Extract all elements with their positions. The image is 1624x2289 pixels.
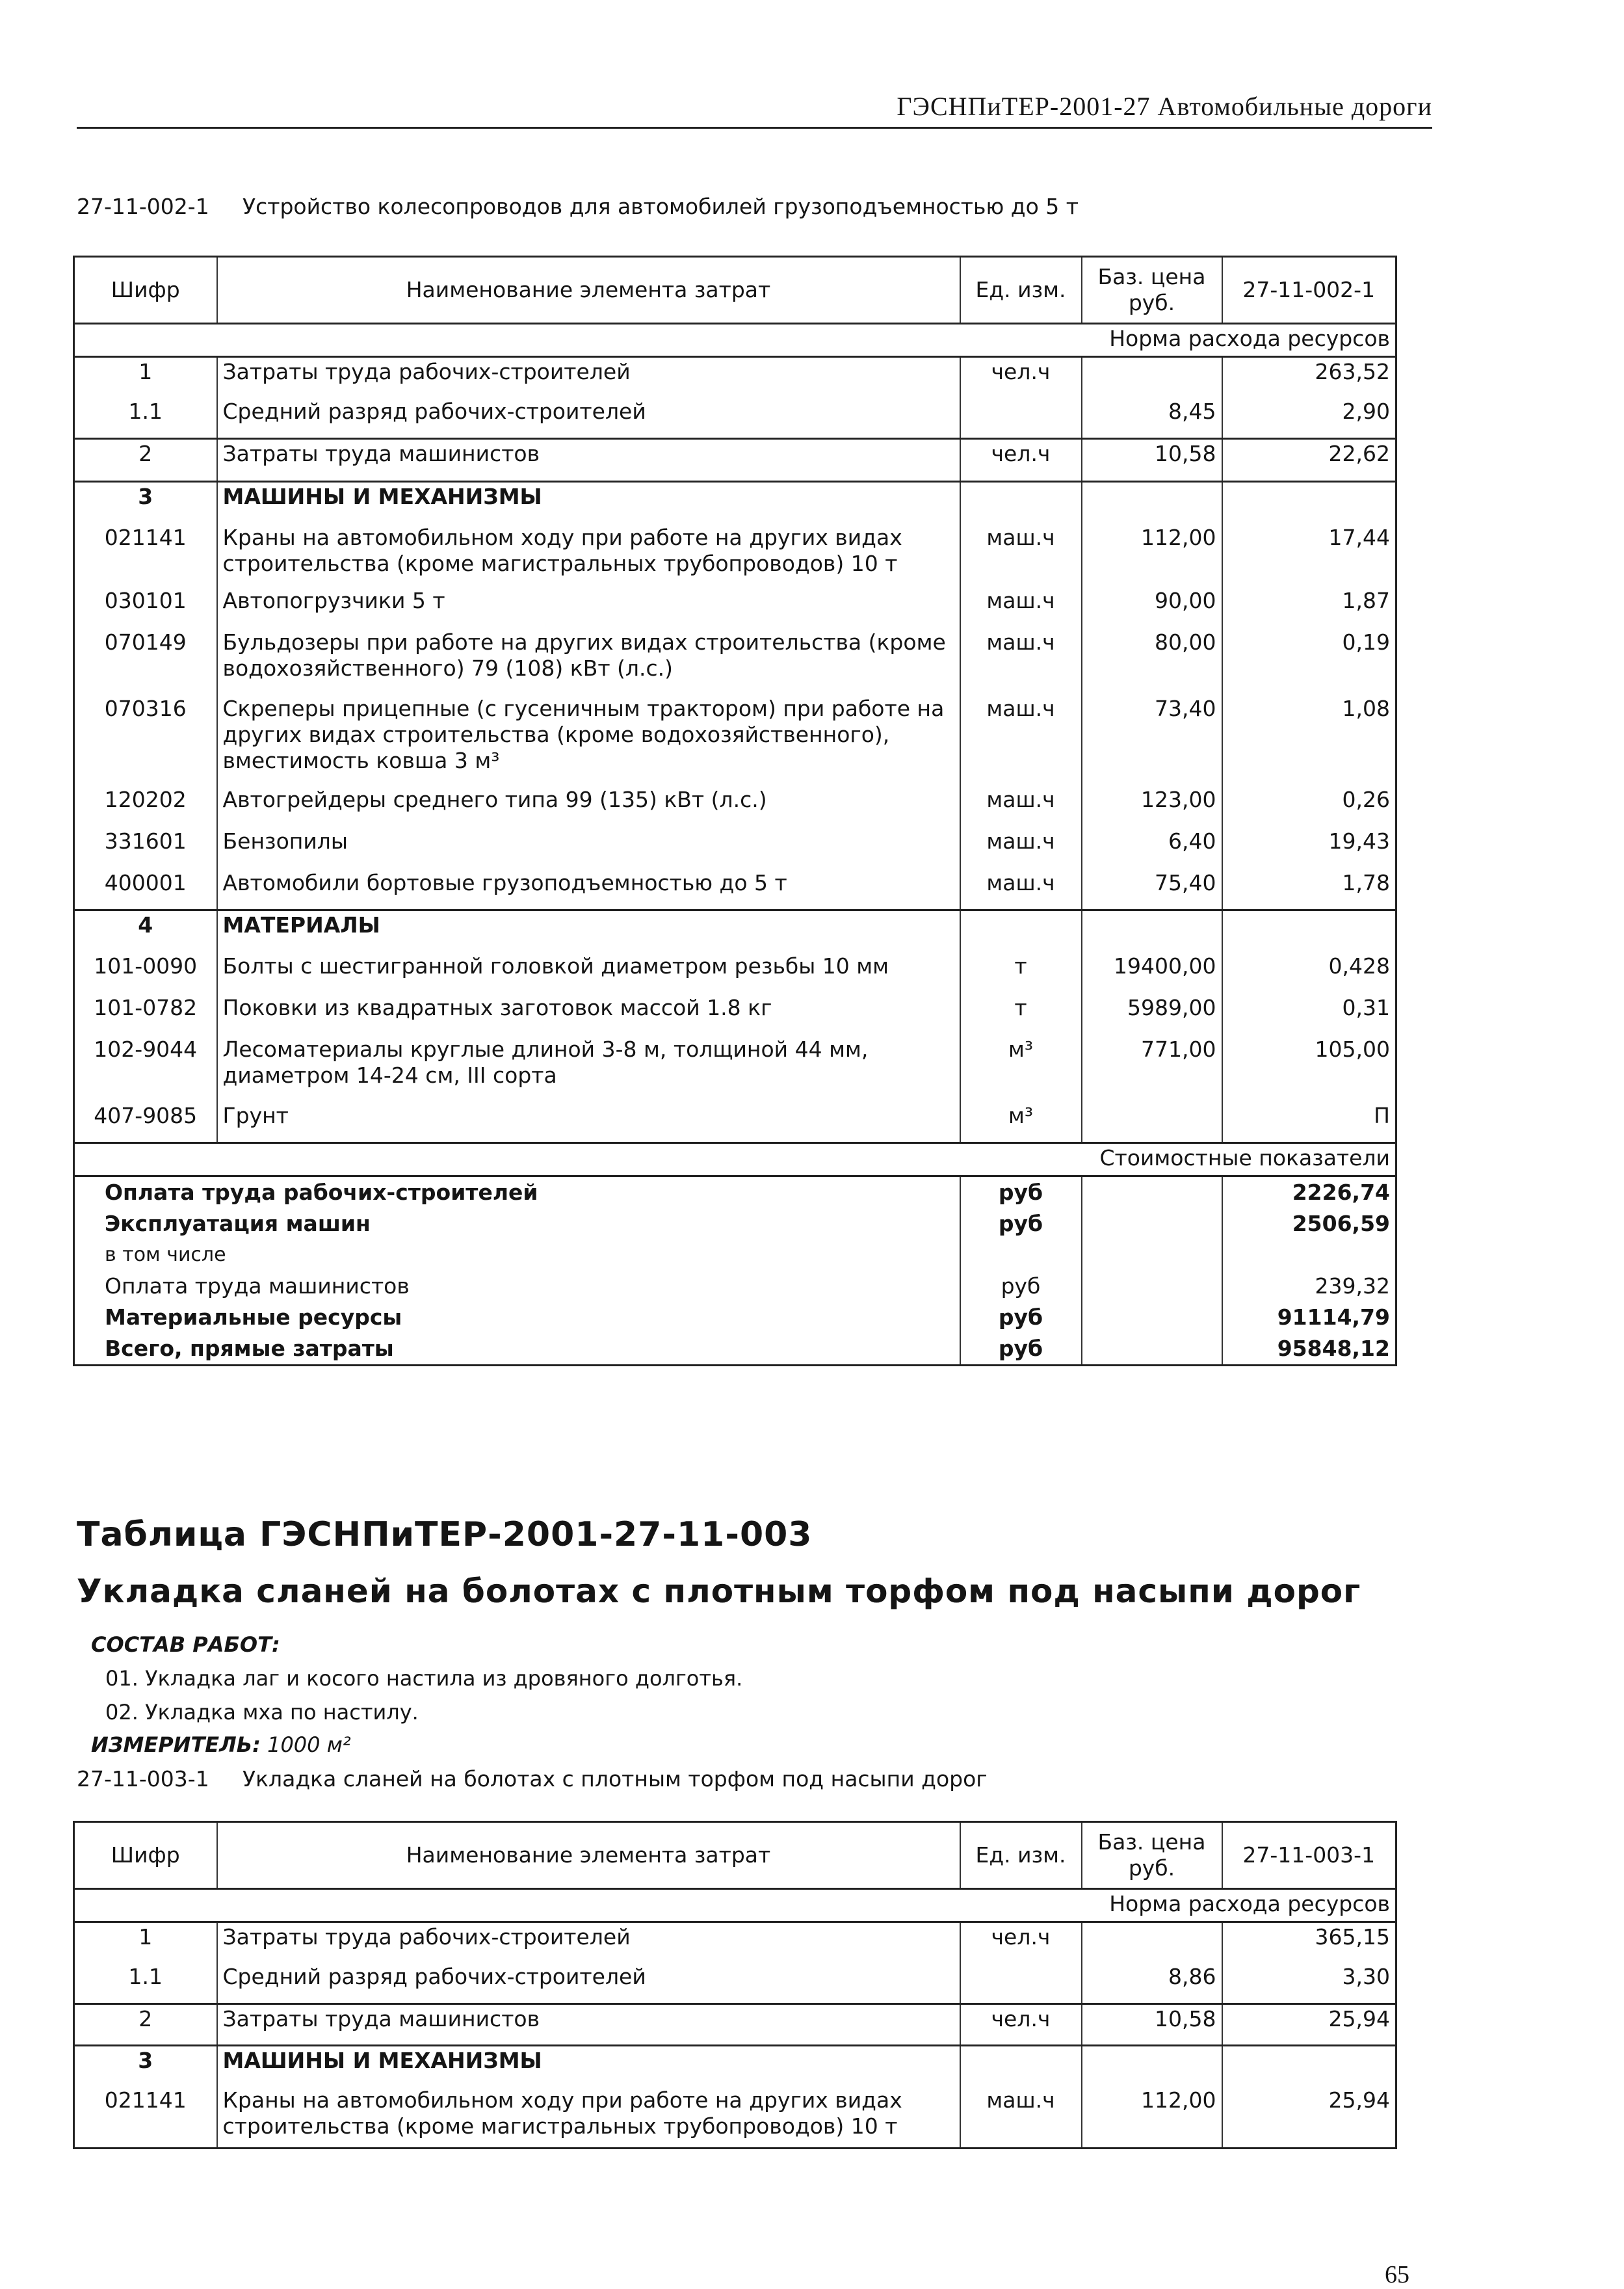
row-unit: чел.ч [960, 439, 1082, 482]
table-row [74, 357, 1396, 397]
row-name: Автомобили бортовые грузоподъемностью до 5 т [217, 869, 960, 910]
table-row [74, 2004, 1396, 2046]
col-name-header: Наименование элемента затрат [217, 1822, 960, 1889]
row-unit: м³ [960, 1035, 1082, 1102]
cost-unit: руб [960, 1271, 1082, 1302]
cost-name: Оплата труда машинистов [74, 1271, 960, 1302]
measure-label: ИЗМЕРИТЕЛЬ: [91, 1732, 261, 1757]
cost-value: 95848,12 [1222, 1333, 1396, 1366]
table-header-row [74, 1822, 1396, 1889]
row-price: 8,86 [1082, 1963, 1222, 2004]
row-name: МАШИНЫ И МЕХАНИЗМЫ [217, 482, 960, 523]
row-code: 407-9085 [74, 1102, 217, 1143]
row-name: Грунт [217, 1102, 960, 1143]
section2-subtitle: Укладка сланей на болотах с плотным торфом под насыпи дорог [77, 1572, 1361, 1610]
row-price: 123,00 [1082, 786, 1222, 827]
cost-row [74, 1239, 1396, 1271]
row-name: Средний разряд рабочих-строителей [217, 397, 960, 439]
row-code: 331601 [74, 827, 217, 869]
row-code: 030101 [74, 587, 217, 628]
row-code: 2 [74, 2004, 217, 2046]
col-norm-header: 27-11-003-1 [1222, 1822, 1396, 1889]
row-value: 365,15 [1222, 1922, 1396, 1963]
table-row [74, 523, 1396, 587]
row-value [1222, 910, 1396, 952]
row-unit: маш.ч [960, 695, 1082, 786]
row-value: 1,78 [1222, 869, 1396, 910]
col-price-header: Баз. цена руб. [1082, 257, 1222, 324]
row-price: 112,00 [1082, 2086, 1222, 2149]
cost-price-empty [1082, 1302, 1222, 1333]
cost-unit: руб [960, 1176, 1082, 1209]
row-price: 80,00 [1082, 628, 1222, 695]
row-code: 400001 [74, 869, 217, 910]
row-code: 070316 [74, 695, 217, 786]
table-row [74, 994, 1396, 1035]
row-price: 10,58 [1082, 2004, 1222, 2046]
section2-caption [77, 1766, 988, 1792]
table-row [74, 869, 1396, 910]
table-row [74, 1035, 1396, 1102]
row-price [1082, 910, 1222, 952]
measure-line [91, 1732, 351, 1757]
row-price: 75,40 [1082, 869, 1222, 910]
table-row [74, 827, 1396, 869]
table-header-row [74, 257, 1396, 324]
row-value: 25,94 [1222, 2086, 1396, 2149]
row-name: Бензопилы [217, 827, 960, 869]
cost-unit: руб [960, 1208, 1082, 1239]
cost-row [74, 1333, 1396, 1366]
row-code: 3 [74, 2046, 217, 2086]
section2-name: Укладка сланей на болотах с плотным торфом под насыпи дорог [242, 1766, 988, 1792]
row-name: МАТЕРИАЛЫ [217, 910, 960, 952]
row-name: Затраты труда машинистов [217, 439, 960, 482]
page-header: ГЭСНПиТЕР-2001-27 Автомобильные дороги [77, 91, 1432, 129]
row-unit: т [960, 952, 1082, 994]
row-value [1222, 482, 1396, 523]
col-name-header: Наименование элемента затрат [217, 257, 960, 324]
row-unit [960, 2046, 1082, 2086]
row-name: Бульдозеры при работе на других видах строительства (кроме водохозяйственного) 79 (108) кВт (л.с.) [217, 628, 960, 695]
row-code: 1.1 [74, 397, 217, 439]
row-name: Скреперы прицепные (с гусеничным трактором) при работе на других видах строительства (кроме водохозяйственного), вместимость ковша 3 м³ [217, 695, 960, 786]
section1-name: Устройство колесопроводов для автомобилей грузоподъемностью до 5 т [242, 194, 1079, 219]
row-name: Автогрейдеры среднего типа 99 (135) кВт (л.с.) [217, 786, 960, 827]
row-name: Затраты труда машинистов [217, 2004, 960, 2046]
row-value: 0,31 [1222, 994, 1396, 1035]
table-row [74, 695, 1396, 786]
row-name: МАШИНЫ И МЕХАНИЗМЫ [217, 2046, 960, 2086]
page-number: 65 [1385, 2261, 1409, 2288]
table-row [74, 439, 1396, 482]
section2-code: 27-11-003-1 [77, 1766, 209, 1792]
row-unit: чел.ч [960, 1922, 1082, 1963]
cost-unit: руб [960, 1302, 1082, 1333]
cost-unit [960, 1239, 1082, 1271]
table-group-row [74, 910, 1396, 952]
row-price: 19400,00 [1082, 952, 1222, 994]
cost-value: 239,32 [1222, 1271, 1396, 1302]
row-unit [960, 910, 1082, 952]
row-code: 4 [74, 910, 217, 952]
table-row [74, 952, 1396, 994]
row-value: 0,19 [1222, 628, 1396, 695]
cost-name: Эксплуатация машин [74, 1208, 960, 1239]
row-price [1082, 2046, 1222, 2086]
col-code-header: Шифр [74, 1822, 217, 1889]
row-code: 120202 [74, 786, 217, 827]
cost-name: Оплата труда рабочих-строителей [74, 1176, 960, 1209]
table-row [74, 587, 1396, 628]
cost-name: в том числе [74, 1239, 960, 1271]
cost-unit: руб [960, 1333, 1082, 1366]
cost-row [74, 1271, 1396, 1302]
section1-caption [77, 194, 1079, 219]
section2-title: Таблица ГЭСНПиТЕР-2001-27-11-003 [77, 1515, 813, 1554]
cost-value [1222, 1239, 1396, 1271]
row-price: 112,00 [1082, 523, 1222, 587]
table-row [74, 1963, 1396, 2004]
row-price: 73,40 [1082, 695, 1222, 786]
cost-price-empty [1082, 1239, 1222, 1271]
cost-value: 2506,59 [1222, 1208, 1396, 1239]
row-unit [960, 397, 1082, 439]
cost-price-empty [1082, 1208, 1222, 1239]
row-code: 102-9044 [74, 1035, 217, 1102]
row-price: 6,40 [1082, 827, 1222, 869]
row-price: 10,58 [1082, 439, 1222, 482]
cost-value: 91114,79 [1222, 1302, 1396, 1333]
row-unit [960, 1963, 1082, 2004]
cost-price-empty [1082, 1333, 1222, 1366]
table-row [74, 2086, 1396, 2149]
norm-label: Норма расхода ресурсов [74, 1889, 1396, 1922]
row-unit: маш.ч [960, 587, 1082, 628]
table-row [74, 397, 1396, 439]
col-unit-header: Ед. изм. [960, 1822, 1082, 1889]
row-unit: маш.ч [960, 869, 1082, 910]
row-value: 0,26 [1222, 786, 1396, 827]
row-code: 1 [74, 1922, 217, 1963]
row-unit: т [960, 994, 1082, 1035]
row-unit: маш.ч [960, 827, 1082, 869]
row-value: 1,87 [1222, 587, 1396, 628]
table-row [74, 1922, 1396, 1963]
row-price: 90,00 [1082, 587, 1222, 628]
row-price [1082, 482, 1222, 523]
row-value: 25,94 [1222, 2004, 1396, 2046]
norm-table-1 [73, 256, 1397, 1366]
row-code: 101-0090 [74, 952, 217, 994]
row-value: 3,30 [1222, 1963, 1396, 2004]
table-row [74, 786, 1396, 827]
row-unit: маш.ч [960, 523, 1082, 587]
row-price: 8,45 [1082, 397, 1222, 439]
row-unit: маш.ч [960, 2086, 1082, 2149]
measure-value: 1000 м² [267, 1732, 351, 1757]
work-item: 02. Укладка мха по настилу. [105, 1700, 419, 1725]
norm-label: Норма расхода ресурсов [74, 324, 1396, 357]
cost-name: Материальные ресурсы [74, 1302, 960, 1333]
table-group-row [74, 482, 1396, 523]
row-price: 771,00 [1082, 1035, 1222, 1102]
norm-table-2 [73, 1821, 1397, 2149]
col-unit-header: Ед. изм. [960, 257, 1082, 324]
row-code: 021141 [74, 2086, 217, 2149]
col-norm-header: 27-11-002-1 [1222, 257, 1396, 324]
row-code: 101-0782 [74, 994, 217, 1035]
row-price [1082, 357, 1222, 397]
row-code: 021141 [74, 523, 217, 587]
table-row [74, 1102, 1396, 1143]
row-name: Затраты труда рабочих-строителей [217, 1922, 960, 1963]
table-group-row [74, 2046, 1396, 2086]
row-value: 22,62 [1222, 439, 1396, 482]
col-code-header: Шифр [74, 257, 217, 324]
row-code: 2 [74, 439, 217, 482]
row-name: Средний разряд рабочих-строителей [217, 1963, 960, 2004]
row-value: 17,44 [1222, 523, 1396, 587]
row-code: 1 [74, 357, 217, 397]
row-name: Краны на автомобильном ходу при работе на других видах строительства (кроме магистральных трубопроводов) 10 т [217, 2086, 960, 2149]
work-item: 01. Укладка лаг и косого настила из дровяного долготья. [105, 1666, 743, 1691]
row-name: Поковки из квадратных заготовок массой 1.8 кг [217, 994, 960, 1035]
cost-row [74, 1176, 1396, 1209]
cost-value: 2226,74 [1222, 1176, 1396, 1209]
row-name: Затраты труда рабочих-строителей [217, 357, 960, 397]
row-value: П [1222, 1102, 1396, 1143]
cost-row [74, 1208, 1396, 1239]
row-unit: маш.ч [960, 786, 1082, 827]
row-value: 1,08 [1222, 695, 1396, 786]
row-name: Лесоматериалы круглые длиной 3-8 м, толщиной 44 мм, диаметром 14-24 см, III сорта [217, 1035, 960, 1102]
row-unit: м³ [960, 1102, 1082, 1143]
row-price [1082, 1102, 1222, 1143]
row-unit: чел.ч [960, 357, 1082, 397]
work-composition-label: СОСТАВ РАБОТ: [91, 1632, 280, 1657]
row-unit [960, 482, 1082, 523]
col-price-header: Баз. цена руб. [1082, 1822, 1222, 1889]
row-unit: маш.ч [960, 628, 1082, 695]
cost-label: Стоимостные показатели [74, 1143, 1396, 1176]
table-row [74, 628, 1396, 695]
row-name: Автопогрузчики 5 т [217, 587, 960, 628]
row-price: 5989,00 [1082, 994, 1222, 1035]
row-code: 070149 [74, 628, 217, 695]
row-value [1222, 2046, 1396, 2086]
cost-row [74, 1302, 1396, 1333]
row-code: 3 [74, 482, 217, 523]
cost-price-empty [1082, 1176, 1222, 1209]
row-value: 19,43 [1222, 827, 1396, 869]
row-value: 0,428 [1222, 952, 1396, 994]
row-value: 2,90 [1222, 397, 1396, 439]
row-value: 105,00 [1222, 1035, 1396, 1102]
row-price [1082, 1922, 1222, 1963]
row-value: 263,52 [1222, 357, 1396, 397]
cost-name: Всего, прямые затраты [74, 1333, 960, 1366]
row-code: 1.1 [74, 1963, 217, 2004]
cost-price-empty [1082, 1271, 1222, 1302]
row-name: Болты с шестигранной головкой диаметром резьбы 10 мм [217, 952, 960, 994]
row-unit: чел.ч [960, 2004, 1082, 2046]
section1-code: 27-11-002-1 [77, 194, 209, 219]
row-name: Краны на автомобильном ходу при работе на других видах строительства (кроме магистральных трубопроводов) 10 т [217, 523, 960, 587]
